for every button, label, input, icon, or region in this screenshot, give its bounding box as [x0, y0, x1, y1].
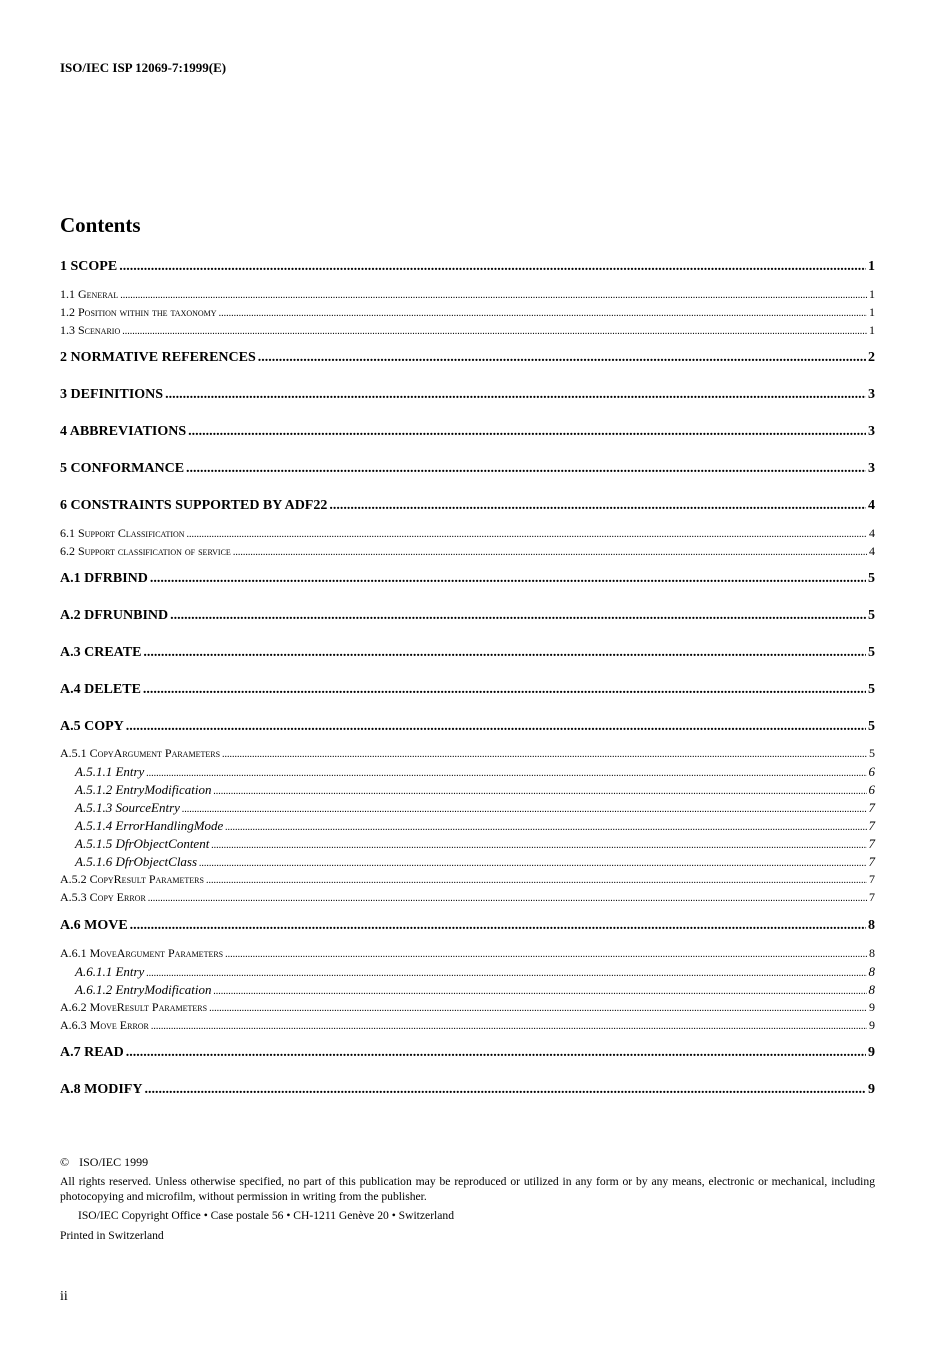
toc-leader-dots: [187, 529, 867, 540]
toc-leader-dots: [148, 893, 867, 904]
toc-entry[interactable]: [60, 982, 875, 998]
toc-leader-dots: [211, 840, 866, 851]
toc-leader-dots: [233, 547, 867, 558]
printed-in: Printed in Switzerland: [60, 1229, 164, 1242]
toc-entry-page: 5: [868, 608, 875, 623]
toc-entry-page: 3: [868, 424, 875, 439]
toc-entry[interactable]: [60, 682, 875, 698]
toc-entry[interactable]: [60, 461, 875, 477]
toc-entry[interactable]: [60, 645, 875, 661]
toc-entry-page: 3: [868, 387, 875, 402]
toc-entry-page: 6: [868, 782, 875, 797]
toc-entry[interactable]: [60, 836, 875, 852]
toc-entry-page: 7: [869, 872, 875, 886]
toc-entry[interactable]: [60, 719, 875, 735]
toc-entry[interactable]: [60, 946, 875, 961]
toc-entry-page: 7: [868, 818, 875, 833]
toc-entry-page: 4: [868, 498, 875, 513]
copyright-office-address: ISO/IEC Copyright Office • Case postale 56 • CH-1211 Genève 20 • Switzerland: [78, 1209, 455, 1222]
toc-entry[interactable]: [60, 890, 875, 905]
page-number: ii: [60, 1289, 68, 1304]
toc-entry-label: A.8 MODIFY: [60, 1082, 143, 1097]
toc-entry-page: 8: [868, 982, 875, 997]
toc-leader-dots: [213, 786, 866, 797]
toc-entry-label: A.6.3 Move Error: [60, 1018, 149, 1032]
toc-entry-label: A.6.2 MoveResult Parameters: [60, 1000, 208, 1014]
toc-entry[interactable]: [60, 571, 875, 587]
document-id-header: ISO/IEC ISP 12069-7:1999(E): [60, 60, 227, 75]
toc-entry[interactable]: [60, 323, 875, 338]
toc-entry[interactable]: [60, 498, 875, 514]
toc-entry-label: A.6.1.2 EntryModification: [75, 982, 212, 997]
toc-entry[interactable]: [60, 544, 875, 559]
toc-entry-page: 7: [868, 800, 875, 815]
toc-leader-dots: [122, 326, 867, 337]
toc-leader-dots: [130, 918, 866, 934]
toc-entry-page: 7: [868, 836, 875, 851]
toc-entry[interactable]: [60, 964, 875, 980]
toc-leader-dots: [186, 461, 866, 477]
toc-entry-page: 5: [868, 682, 875, 697]
toc-entry-page: 6: [868, 764, 875, 779]
toc-leader-dots: [165, 387, 866, 403]
toc-entry-label: A.5.2 CopyResult Parameters: [60, 872, 204, 886]
toc-entry-page: 8: [868, 918, 875, 933]
toc-entry-label: 6.2 Support classification of service: [60, 544, 231, 558]
toc-entry-page: 1: [868, 259, 875, 274]
toc-entry-label: A.5.1.1 Entry: [75, 764, 145, 779]
toc-entry-label: 1 SCOPE: [60, 259, 118, 274]
copyright-symbol: ©: [60, 1155, 70, 1169]
toc-entry-page: 5: [868, 719, 875, 734]
toc-leader-dots: [146, 968, 866, 979]
toc-entry-label: A.2 DFRUNBIND: [60, 608, 169, 623]
toc-entry-page: 8: [868, 964, 875, 979]
toc-entry-page: 1: [869, 305, 875, 319]
toc-entry-page: 4: [869, 544, 875, 558]
toc-leader-dots: [225, 822, 866, 833]
toc-entry-label: 6 CONSTRAINTS SUPPORTED BY ADF22: [60, 498, 328, 513]
toc-entry[interactable]: [60, 800, 875, 816]
toc-entry-label: A.4 DELETE: [60, 682, 141, 697]
toc-entry[interactable]: [60, 526, 875, 541]
toc-leader-dots: [126, 719, 866, 735]
toc-entry-label: A.5.1.2 EntryModification: [75, 782, 212, 797]
toc-leader-dots: [225, 949, 867, 960]
toc-entry-page: 5: [868, 571, 875, 586]
toc-leader-dots: [199, 858, 866, 869]
toc-leader-dots: [151, 1021, 867, 1032]
toc-entry-label: 1.1 General: [60, 287, 119, 301]
toc-entry-label: A.1 DFRBIND: [60, 571, 148, 586]
toc-entry-page: 3: [868, 461, 875, 476]
toc-entry-label: A.5.1.4 ErrorHandlingMode: [75, 818, 224, 833]
toc-entry-label: 1.3 Scenario: [60, 323, 121, 337]
toc-leader-dots: [329, 498, 866, 514]
toc-entry-label: A.3 CREATE: [60, 645, 142, 660]
toc-entry[interactable]: [60, 1018, 875, 1033]
toc-leader-dots: [143, 682, 866, 698]
toc-leader-dots: [258, 350, 866, 366]
toc-entry-label: A.6.1.1 Entry: [75, 964, 145, 979]
toc-entry[interactable]: [60, 782, 875, 798]
toc-leader-dots: [219, 308, 867, 319]
toc-entry[interactable]: [60, 259, 875, 275]
toc-entry-page: 7: [869, 890, 875, 904]
toc-entry-page: 2: [868, 350, 875, 365]
copyright-line: [60, 1155, 148, 1170]
toc-entry[interactable]: [60, 608, 875, 624]
toc-entry[interactable]: [60, 764, 875, 780]
toc-entry-page: 7: [868, 854, 875, 869]
toc-leader-dots: [182, 804, 867, 815]
toc-entry[interactable]: [60, 1082, 875, 1098]
toc-entry-label: A.5.1 CopyArgument Parameters: [60, 746, 221, 760]
toc-entry-page: 9: [869, 1000, 875, 1014]
toc-entry-label: A.7 READ: [60, 1045, 124, 1060]
toc-entry-label: A.6.1 MoveArgument Parameters: [60, 946, 224, 960]
rights-statement: All rights reserved. Unless otherwise specified, no part of this publication may be reproduced or utilized in any form or by any means, electronic or mechanical, including photocopying and microfilm, without permission in writing from the publisher.: [60, 1175, 875, 1203]
toc-entry-label: A.5.1.3 SourceEntry: [75, 800, 180, 815]
toc-entry-page: 8: [869, 946, 875, 960]
toc-entry[interactable]: [60, 872, 875, 887]
toc-entry-label: 5 CONFORMANCE: [60, 461, 185, 476]
toc-entry-label: 1.2 Position within the taxonomy: [60, 305, 217, 319]
toc-entry[interactable]: [60, 350, 875, 366]
toc-entry-page: 1: [869, 287, 875, 301]
toc-leader-dots: [150, 571, 866, 587]
toc-leader-dots: [222, 749, 867, 760]
toc-entry-label: A.5 COPY: [60, 719, 124, 734]
toc-leader-dots: [170, 608, 866, 624]
toc-entry[interactable]: [60, 287, 875, 302]
toc-leader-dots: [120, 290, 867, 301]
toc-entry-page: 5: [869, 746, 875, 760]
toc-entry[interactable]: [60, 746, 875, 761]
copyright-text: ISO/IEC 1999: [79, 1155, 149, 1169]
toc-leader-dots: [188, 424, 866, 440]
toc-leader-dots: [206, 875, 867, 886]
toc-entry[interactable]: [60, 305, 875, 320]
toc-leader-dots: [209, 1003, 867, 1014]
toc-entry-page: 9: [868, 1082, 875, 1097]
toc-entry-label: 4 ABBREVIATIONS: [60, 424, 187, 439]
toc-leader-dots: [119, 259, 866, 275]
toc-entry[interactable]: [60, 387, 875, 403]
toc-leader-dots: [143, 645, 866, 661]
toc-leader-dots: [146, 768, 866, 779]
toc-entry-label: A.5.1.5 DfrObjectContent: [75, 836, 210, 851]
toc-entry[interactable]: [60, 1045, 875, 1061]
toc-entry-page: 5: [868, 645, 875, 660]
toc-entry-label: 6.1 Support Classification: [60, 526, 185, 540]
toc-entry-page: 4: [869, 526, 875, 540]
toc-leader-dots: [144, 1082, 866, 1098]
toc-entry-page: 9: [868, 1045, 875, 1060]
toc-entry[interactable]: [60, 854, 875, 870]
toc-entry-label: A.5.1.6 DfrObjectClass: [75, 854, 198, 869]
toc-entry-label: 3 DEFINITIONS: [60, 387, 164, 402]
toc-leader-dots: [126, 1045, 866, 1061]
toc-entry[interactable]: [60, 918, 875, 934]
toc-entry-page: 9: [869, 1018, 875, 1032]
toc-entry[interactable]: [60, 424, 875, 440]
toc-entry-label: A.6 MOVE: [60, 918, 128, 933]
toc-entry-page: 1: [869, 323, 875, 337]
toc-entry[interactable]: [60, 1000, 875, 1015]
toc-entry[interactable]: [60, 818, 875, 834]
toc-entry-label: A.5.3 Copy Error: [60, 890, 146, 904]
toc-entry-label: 2 NORMATIVE REFERENCES: [60, 350, 256, 365]
toc-leader-dots: [213, 986, 866, 997]
page-title: Contents: [60, 213, 141, 237]
